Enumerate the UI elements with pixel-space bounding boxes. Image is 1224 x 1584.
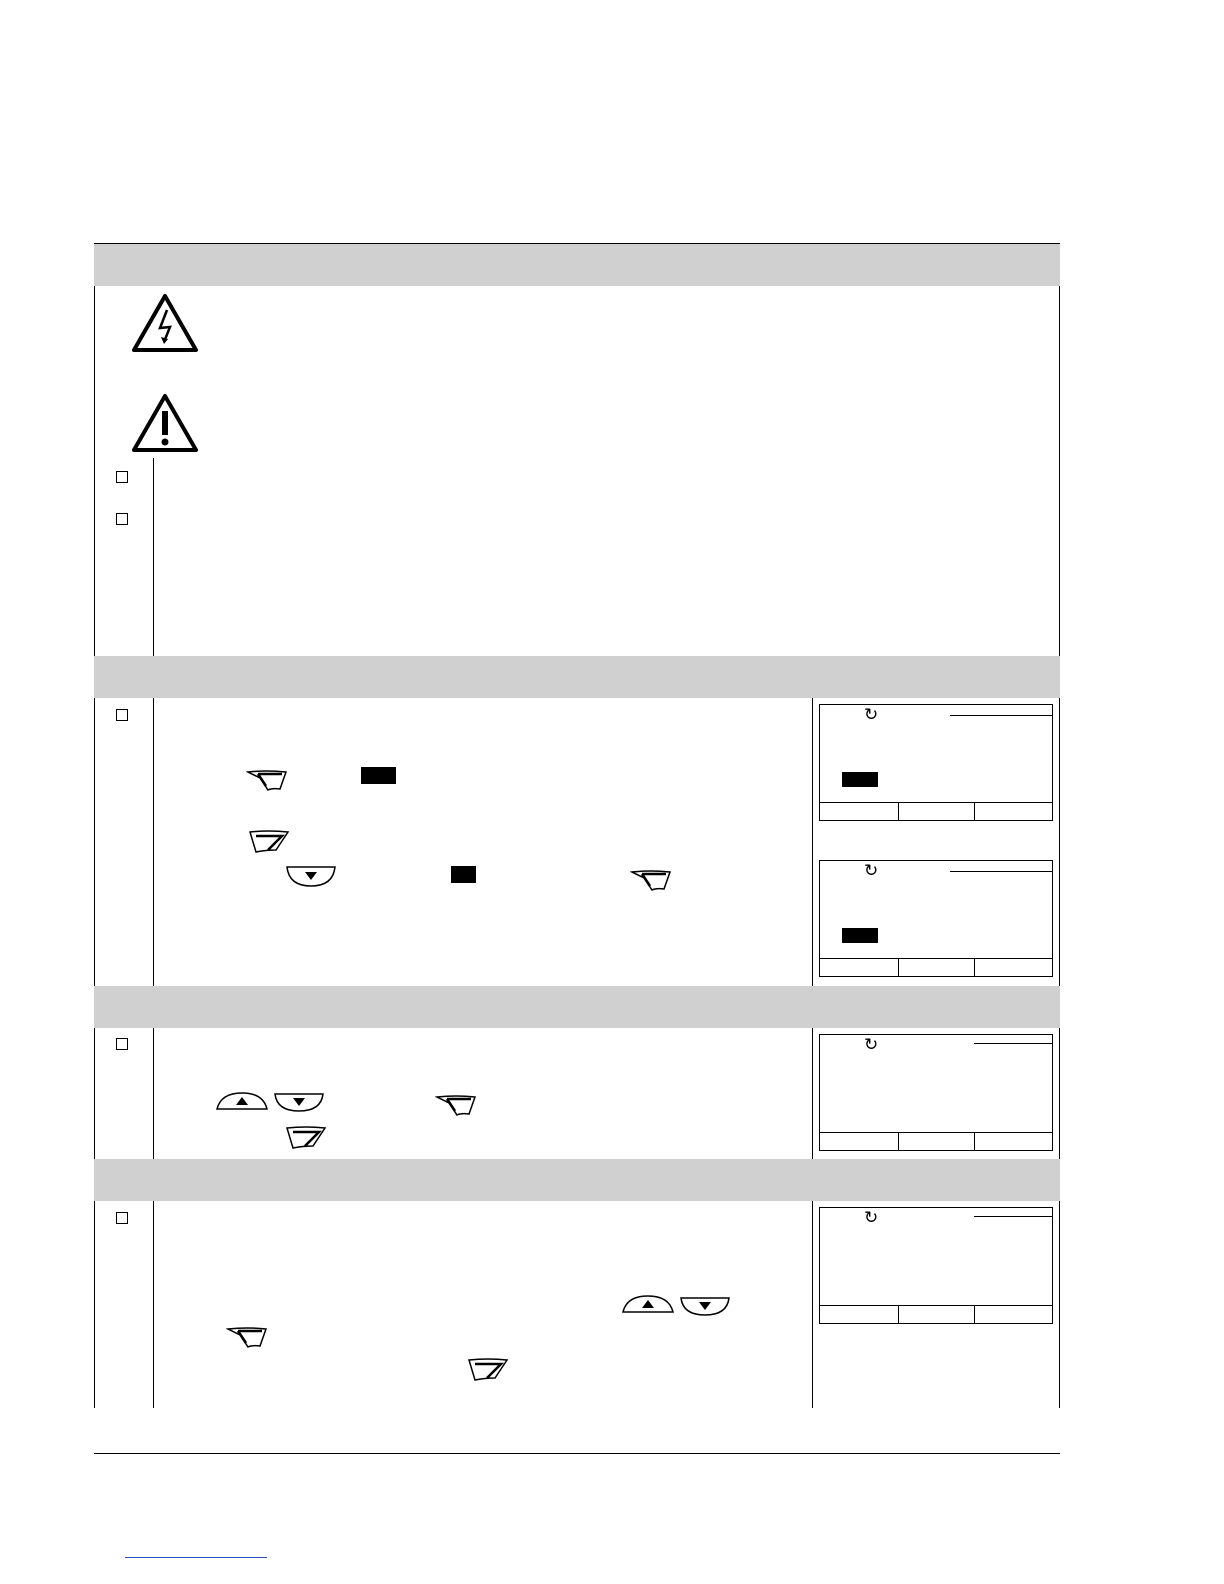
column-divider [153,458,154,656]
column-divider [153,1201,154,1408]
checkbox[interactable] [116,1212,128,1224]
soft-key-1-icon [226,1325,268,1349]
column-divider [153,698,154,986]
checkbox[interactable] [116,709,128,721]
display-column-divider [812,1201,813,1408]
down-arrow-icon [285,864,337,888]
footer-link[interactable] [125,1557,267,1558]
safety-header-band [94,244,1060,286]
footer-rule [94,1453,1060,1454]
checkbox[interactable] [116,513,128,525]
down-arrow-icon [273,1091,325,1113]
rotation-direction-icon: ↻ [864,861,879,881]
highlight-block [361,767,396,784]
section-3-band [94,986,1060,1028]
electric-hazard-icon [130,292,200,354]
up-arrow-icon [621,1294,675,1314]
soft-key-1-icon [435,1093,477,1117]
lcd-display [819,1207,1053,1324]
rotation-direction-icon: ↻ [864,1208,879,1228]
soft-key-2-icon [467,1356,509,1382]
column-divider [153,1028,154,1159]
rotation-direction-icon: ↻ [864,1035,879,1055]
general-warning-icon [130,392,200,454]
section-4-band [94,1159,1060,1201]
highlight-block [451,866,476,883]
lcd-display [819,1034,1053,1151]
lcd-display [819,704,1053,821]
display-column-divider [812,698,813,986]
up-arrow-icon [215,1091,269,1111]
down-arrow-icon [679,1295,731,1317]
soft-key-2-icon [248,828,290,854]
soft-key-1-icon [246,768,288,792]
rotation-direction-icon: ↻ [864,705,879,725]
lcd-display [819,860,1053,977]
soft-key-2-icon [285,1124,327,1150]
soft-key-1-icon [630,868,672,892]
checkbox[interactable] [116,471,128,483]
checkbox[interactable] [116,1038,128,1050]
section-2-band [94,656,1060,698]
display-column-divider [812,1028,813,1159]
